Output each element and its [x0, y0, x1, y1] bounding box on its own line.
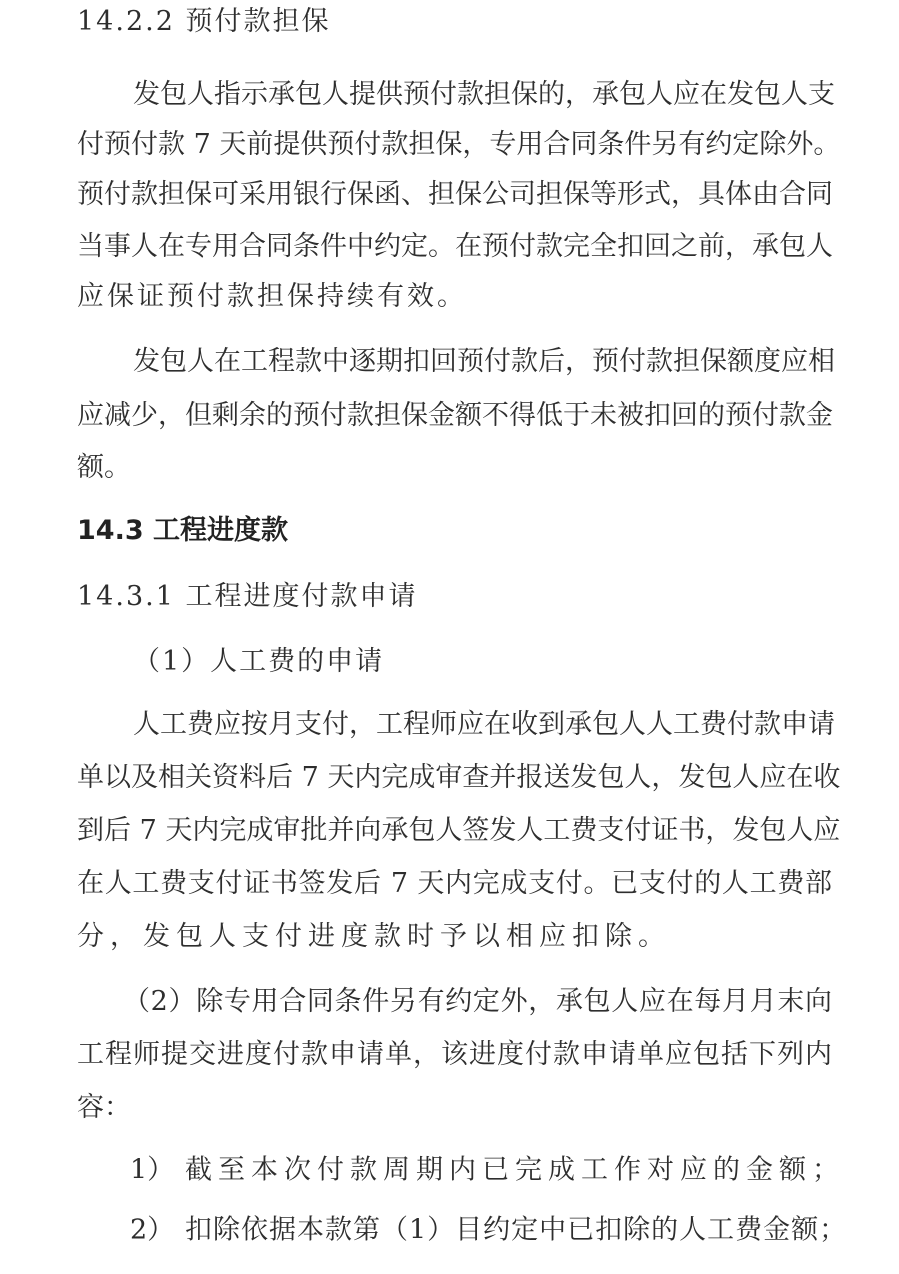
text-line: 当事人在专用合同条件中约定。在预付款完全扣回之前，承包人 — [77, 231, 833, 262]
text-line: 在人工费支付证书签发后 7 天内完成支付。已支付的人工费部 — [77, 868, 832, 899]
list-text: 截至本次付款周期内已完成工作对应的金额； — [185, 1154, 845, 1186]
text-line: 额。 — [77, 452, 131, 483]
text-line: 工程师提交进度付款申请单，该进度付款申请单应包括下列内 — [77, 1039, 832, 1070]
text-line: （2）除专用合同条件另有约定外，承包人应在每月月末向 — [123, 986, 832, 1017]
heading-14-2-2: 14.2.2 预付款担保 — [77, 6, 331, 37]
text-line: 预付款担保可采用银行保函、担保公司担保等形式，具体由合同 — [77, 179, 833, 210]
text-line: 容： — [77, 1092, 131, 1123]
item-1-title: （1）人工费的申请 — [133, 646, 385, 677]
heading-14-3-1: 14.3.1 工程进度付款申请 — [77, 581, 418, 612]
heading-14-3: 14.3 工程进度款 — [77, 515, 289, 546]
text-line: 发包人在工程款中逐期扣回预付款后，预付款担保额度应相 — [133, 346, 835, 377]
text-line: 人工费应按月支付，工程师应在收到承包人人工费付款申请 — [133, 709, 835, 740]
text-line: 到后 7 天内完成审批并向承包人签发人工费支付证书，发包人应 — [77, 815, 841, 846]
text-line: 单以及相关资料后 7 天内完成审查并报送发包人，发包人应在收 — [77, 762, 841, 793]
list-number: 1） — [130, 1154, 175, 1186]
text-line: 应减少，但剩余的预付款担保金额不得低于未被扣回的预付款金 — [77, 400, 833, 431]
list-text: 扣除依据本款第（1）目约定中已扣除的人工费金额； — [185, 1214, 848, 1246]
text-line: 发包人指示承包人提供预付款担保的，承包人应在发包人支 — [133, 79, 835, 110]
text-line: 应保证预付款担保持续有效。 — [77, 281, 467, 312]
text-line: 分，发包人支付进度款时予以相应扣除。 — [77, 921, 671, 952]
list-number: 2） — [130, 1214, 175, 1246]
text-line: 付预付款 7 天前提供预付款担保，专用合同条件另有约定除外。 — [77, 129, 841, 160]
